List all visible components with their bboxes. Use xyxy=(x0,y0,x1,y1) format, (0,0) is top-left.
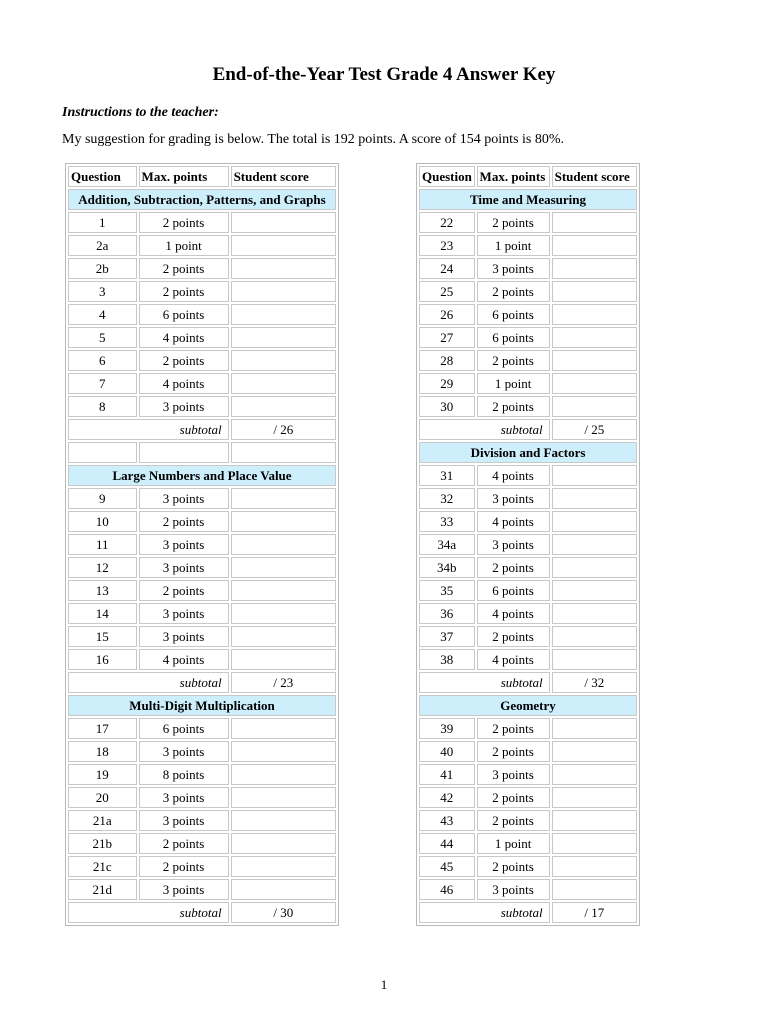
question-number: 46 xyxy=(419,879,475,900)
question-number: 2a xyxy=(68,235,137,256)
student-score-cell[interactable] xyxy=(552,534,637,555)
max-points-value: 3 points xyxy=(139,787,229,808)
question-number: 21a xyxy=(68,810,137,831)
question-number: 17 xyxy=(68,718,137,739)
max-points-value: 3 points xyxy=(477,879,550,900)
question-number: 28 xyxy=(419,350,475,371)
table-row xyxy=(68,718,336,739)
student-score-cell[interactable] xyxy=(231,488,336,509)
subtotal-label: subtotal xyxy=(419,419,550,440)
table-header-row xyxy=(68,166,336,187)
student-score-cell[interactable] xyxy=(231,235,336,256)
answer-key-table-left xyxy=(65,163,339,926)
question-number: 14 xyxy=(68,603,137,624)
section-header-row xyxy=(419,695,637,716)
table-row xyxy=(419,557,637,578)
table-row xyxy=(419,488,637,509)
table-row xyxy=(419,580,637,601)
max-points-value: 2 points xyxy=(139,258,229,279)
subtotal-value: / 23 xyxy=(231,672,336,693)
table-row xyxy=(68,511,336,532)
question-header: Question xyxy=(419,166,475,187)
table-row xyxy=(68,764,336,785)
max-points-value: 3 points xyxy=(139,741,229,762)
question-number: 15 xyxy=(68,626,137,647)
question-number: 7 xyxy=(68,373,137,394)
max-points-value: 2 points xyxy=(139,511,229,532)
table-row xyxy=(419,465,637,486)
section-title: Geometry xyxy=(419,695,637,716)
student-score-cell[interactable] xyxy=(231,396,336,417)
question-number: 10 xyxy=(68,511,137,532)
question-number: 39 xyxy=(419,718,475,739)
max-points-value: 4 points xyxy=(139,373,229,394)
blank-row xyxy=(68,442,336,463)
max-points-value: 3 points xyxy=(139,396,229,417)
question-number: 21d xyxy=(68,879,137,900)
student-score-cell[interactable] xyxy=(231,511,336,532)
question-number: 21c xyxy=(68,856,137,877)
question-number: 32 xyxy=(419,488,475,509)
student-score-cell[interactable] xyxy=(552,511,637,532)
student-score-header: Student score xyxy=(231,166,336,187)
student-score-cell[interactable] xyxy=(231,856,336,877)
max-points-value: 4 points xyxy=(139,327,229,348)
student-score-cell[interactable] xyxy=(552,833,637,854)
student-score-cell[interactable] xyxy=(552,373,637,394)
subtotal-label: subtotal xyxy=(68,902,229,923)
student-score-cell[interactable] xyxy=(231,304,336,325)
section-title: Large Numbers and Place Value xyxy=(68,465,336,486)
section-header-row xyxy=(419,442,637,463)
student-score-cell[interactable] xyxy=(231,787,336,808)
max-points-value: 3 points xyxy=(139,603,229,624)
student-score-cell[interactable] xyxy=(552,603,637,624)
max-points-value: 2 points xyxy=(477,718,550,739)
max-points-value: 6 points xyxy=(477,327,550,348)
table-row xyxy=(419,373,637,394)
student-score-cell[interactable] xyxy=(231,534,336,555)
student-score-cell[interactable] xyxy=(231,833,336,854)
instructions-heading: Instructions to the teacher: xyxy=(62,105,219,120)
subtotal-row xyxy=(419,672,637,693)
table-row xyxy=(419,327,637,348)
question-number: 2b xyxy=(68,258,137,279)
table-row xyxy=(68,327,336,348)
question-number: 38 xyxy=(419,649,475,670)
student-score-cell[interactable] xyxy=(552,396,637,417)
table-row xyxy=(68,396,336,417)
max-points-value: 2 points xyxy=(477,810,550,831)
table-row xyxy=(68,787,336,808)
subtotal-value: / 17 xyxy=(552,902,637,923)
student-score-header: Student score xyxy=(552,166,637,187)
blank-cell xyxy=(231,442,336,463)
page-number: 1 xyxy=(380,977,388,992)
question-number: 1 xyxy=(68,212,137,233)
question-number: 22 xyxy=(419,212,475,233)
student-score-cell[interactable] xyxy=(231,649,336,670)
table-row xyxy=(68,603,336,624)
question-number: 12 xyxy=(68,557,137,578)
max-points-value: 2 points xyxy=(139,833,229,854)
table-row xyxy=(419,603,637,624)
section-title: Multi-Digit Multiplication xyxy=(68,695,336,716)
max-points-value: 3 points xyxy=(477,764,550,785)
max-points-header: Max. points xyxy=(477,166,550,187)
max-points-value: 2 points xyxy=(477,856,550,877)
question-number: 33 xyxy=(419,511,475,532)
question-number: 26 xyxy=(419,304,475,325)
max-points-value: 2 points xyxy=(477,787,550,808)
student-score-cell[interactable] xyxy=(552,235,637,256)
table-row xyxy=(419,787,637,808)
subtotal-row xyxy=(68,419,336,440)
student-score-cell[interactable] xyxy=(552,212,637,233)
max-points-value: 3 points xyxy=(139,810,229,831)
student-score-cell[interactable] xyxy=(231,373,336,394)
table-row xyxy=(68,580,336,601)
student-score-cell[interactable] xyxy=(552,879,637,900)
student-score-cell[interactable] xyxy=(552,764,637,785)
max-points-value: 2 points xyxy=(139,580,229,601)
student-score-cell[interactable] xyxy=(231,810,336,831)
question-number: 6 xyxy=(68,350,137,371)
table-header-row xyxy=(419,166,637,187)
max-points-value: 2 points xyxy=(477,626,550,647)
max-points-value: 4 points xyxy=(477,465,550,486)
table-row xyxy=(68,350,336,371)
subtotal-label: subtotal xyxy=(419,902,550,923)
table-row xyxy=(68,212,336,233)
subtotal-label: subtotal xyxy=(419,672,550,693)
student-score-cell[interactable] xyxy=(231,212,336,233)
table-row xyxy=(419,833,637,854)
table-row xyxy=(419,350,637,371)
max-points-value: 3 points xyxy=(139,534,229,555)
max-points-value: 4 points xyxy=(139,649,229,670)
question-number: 27 xyxy=(419,327,475,348)
student-score-cell[interactable] xyxy=(552,281,637,302)
table-row xyxy=(419,258,637,279)
student-score-cell[interactable] xyxy=(552,741,637,762)
question-number: 21b xyxy=(68,833,137,854)
question-number: 34b xyxy=(419,557,475,578)
max-points-value: 3 points xyxy=(139,626,229,647)
question-number: 11 xyxy=(68,534,137,555)
subtotal-row xyxy=(68,672,336,693)
max-points-value: 3 points xyxy=(477,534,550,555)
max-points-value: 2 points xyxy=(477,396,550,417)
student-score-cell[interactable] xyxy=(231,718,336,739)
student-score-cell[interactable] xyxy=(552,718,637,739)
table-row xyxy=(68,626,336,647)
student-score-cell[interactable] xyxy=(552,856,637,877)
student-score-cell[interactable] xyxy=(552,810,637,831)
section-title: Addition, Subtraction, Patterns, and Graphs xyxy=(68,189,336,210)
question-header: Question xyxy=(68,166,137,187)
table-row xyxy=(68,833,336,854)
section-title: Time and Measuring xyxy=(419,189,637,210)
max-points-value: 2 points xyxy=(139,856,229,877)
table-row xyxy=(419,235,637,256)
question-number: 25 xyxy=(419,281,475,302)
max-points-value: 6 points xyxy=(477,580,550,601)
table-row xyxy=(68,534,336,555)
max-points-value: 2 points xyxy=(139,350,229,371)
question-number: 30 xyxy=(419,396,475,417)
table-row xyxy=(68,281,336,302)
table-row xyxy=(68,810,336,831)
table-row xyxy=(68,557,336,578)
table-row xyxy=(419,304,637,325)
table-row xyxy=(68,649,336,670)
student-score-cell[interactable] xyxy=(552,304,637,325)
table-row xyxy=(68,488,336,509)
subtotal-label: subtotal xyxy=(68,672,229,693)
question-number: 8 xyxy=(68,396,137,417)
student-score-cell[interactable] xyxy=(231,281,336,302)
table-row xyxy=(419,741,637,762)
table-row xyxy=(419,534,637,555)
student-score-cell[interactable] xyxy=(231,626,336,647)
max-points-value: 2 points xyxy=(139,212,229,233)
max-points-value: 6 points xyxy=(139,718,229,739)
student-score-cell[interactable] xyxy=(231,258,336,279)
table-row xyxy=(419,810,637,831)
max-points-header: Max. points xyxy=(139,166,229,187)
student-score-cell[interactable] xyxy=(552,465,637,486)
max-points-value: 2 points xyxy=(477,350,550,371)
student-score-cell[interactable] xyxy=(231,879,336,900)
question-number: 3 xyxy=(68,281,137,302)
student-score-cell[interactable] xyxy=(552,488,637,509)
instructions-text: My suggestion for grading is below. The total is 192 points. A score of 154 points is 80%. xyxy=(62,132,565,147)
table-row xyxy=(419,212,637,233)
student-score-cell[interactable] xyxy=(231,741,336,762)
student-score-cell[interactable] xyxy=(552,350,637,371)
question-number: 19 xyxy=(68,764,137,785)
page-title: End-of-the-Year Test Grade 4 Answer Key xyxy=(212,64,556,85)
student-score-cell[interactable] xyxy=(552,258,637,279)
table-row xyxy=(419,511,637,532)
student-score-cell[interactable] xyxy=(231,557,336,578)
max-points-value: 2 points xyxy=(477,281,550,302)
student-score-cell[interactable] xyxy=(552,649,637,670)
question-number: 43 xyxy=(419,810,475,831)
table-row xyxy=(68,741,336,762)
question-number: 16 xyxy=(68,649,137,670)
subtotal-row xyxy=(68,902,336,923)
table-row xyxy=(419,396,637,417)
max-points-value: 1 point xyxy=(477,373,550,394)
max-points-value: 1 point xyxy=(477,235,550,256)
subtotal-value: / 30 xyxy=(231,902,336,923)
question-number: 31 xyxy=(419,465,475,486)
max-points-value: 3 points xyxy=(139,488,229,509)
section-header-row xyxy=(68,695,336,716)
max-points-value: 3 points xyxy=(477,488,550,509)
max-points-value: 2 points xyxy=(477,741,550,762)
student-score-cell[interactable] xyxy=(552,580,637,601)
subtotal-row xyxy=(419,419,637,440)
question-number: 37 xyxy=(419,626,475,647)
max-points-value: 3 points xyxy=(139,879,229,900)
max-points-value: 3 points xyxy=(139,557,229,578)
question-number: 23 xyxy=(419,235,475,256)
section-header-row xyxy=(68,189,336,210)
max-points-value: 3 points xyxy=(477,258,550,279)
question-number: 44 xyxy=(419,833,475,854)
question-number: 35 xyxy=(419,580,475,601)
max-points-value: 1 point xyxy=(139,235,229,256)
blank-cell xyxy=(139,442,229,463)
max-points-value: 1 point xyxy=(477,833,550,854)
question-number: 18 xyxy=(68,741,137,762)
question-number: 41 xyxy=(419,764,475,785)
table-row xyxy=(68,373,336,394)
table-row xyxy=(68,304,336,325)
question-number: 4 xyxy=(68,304,137,325)
table-row xyxy=(68,235,336,256)
max-points-value: 2 points xyxy=(139,281,229,302)
max-points-value: 4 points xyxy=(477,603,550,624)
student-score-cell[interactable] xyxy=(231,580,336,601)
max-points-value: 2 points xyxy=(477,212,550,233)
table-row xyxy=(68,258,336,279)
question-number: 42 xyxy=(419,787,475,808)
student-score-cell[interactable] xyxy=(552,557,637,578)
question-number: 45 xyxy=(419,856,475,877)
blank-cell xyxy=(68,442,137,463)
question-number: 13 xyxy=(68,580,137,601)
max-points-value: 2 points xyxy=(477,557,550,578)
table-row xyxy=(68,879,336,900)
section-header-row xyxy=(419,189,637,210)
question-number: 20 xyxy=(68,787,137,808)
max-points-value: 6 points xyxy=(139,304,229,325)
table-row xyxy=(68,856,336,877)
question-number: 29 xyxy=(419,373,475,394)
subtotal-value: / 32 xyxy=(552,672,637,693)
section-title: Division and Factors xyxy=(419,442,637,463)
question-number: 40 xyxy=(419,741,475,762)
table-row xyxy=(419,281,637,302)
student-score-cell[interactable] xyxy=(552,626,637,647)
table-row xyxy=(419,856,637,877)
student-score-cell[interactable] xyxy=(552,787,637,808)
table-row xyxy=(419,626,637,647)
max-points-value: 6 points xyxy=(477,304,550,325)
section-header-row xyxy=(68,465,336,486)
subtotal-value: / 25 xyxy=(552,419,637,440)
table-row xyxy=(419,649,637,670)
subtotal-label: subtotal xyxy=(68,419,229,440)
max-points-value: 4 points xyxy=(477,511,550,532)
student-score-cell[interactable] xyxy=(552,327,637,348)
subtotal-row xyxy=(419,902,637,923)
question-number: 5 xyxy=(68,327,137,348)
max-points-value: 8 points xyxy=(139,764,229,785)
student-score-cell[interactable] xyxy=(231,350,336,371)
table-row xyxy=(419,764,637,785)
question-number: 34a xyxy=(419,534,475,555)
question-number: 24 xyxy=(419,258,475,279)
student-score-cell[interactable] xyxy=(231,764,336,785)
question-number: 9 xyxy=(68,488,137,509)
student-score-cell[interactable] xyxy=(231,327,336,348)
question-number: 36 xyxy=(419,603,475,624)
max-points-value: 4 points xyxy=(477,649,550,670)
answer-key-table-right xyxy=(416,163,640,926)
table-row xyxy=(419,879,637,900)
table-row xyxy=(419,718,637,739)
student-score-cell[interactable] xyxy=(231,603,336,624)
subtotal-value: / 26 xyxy=(231,419,336,440)
